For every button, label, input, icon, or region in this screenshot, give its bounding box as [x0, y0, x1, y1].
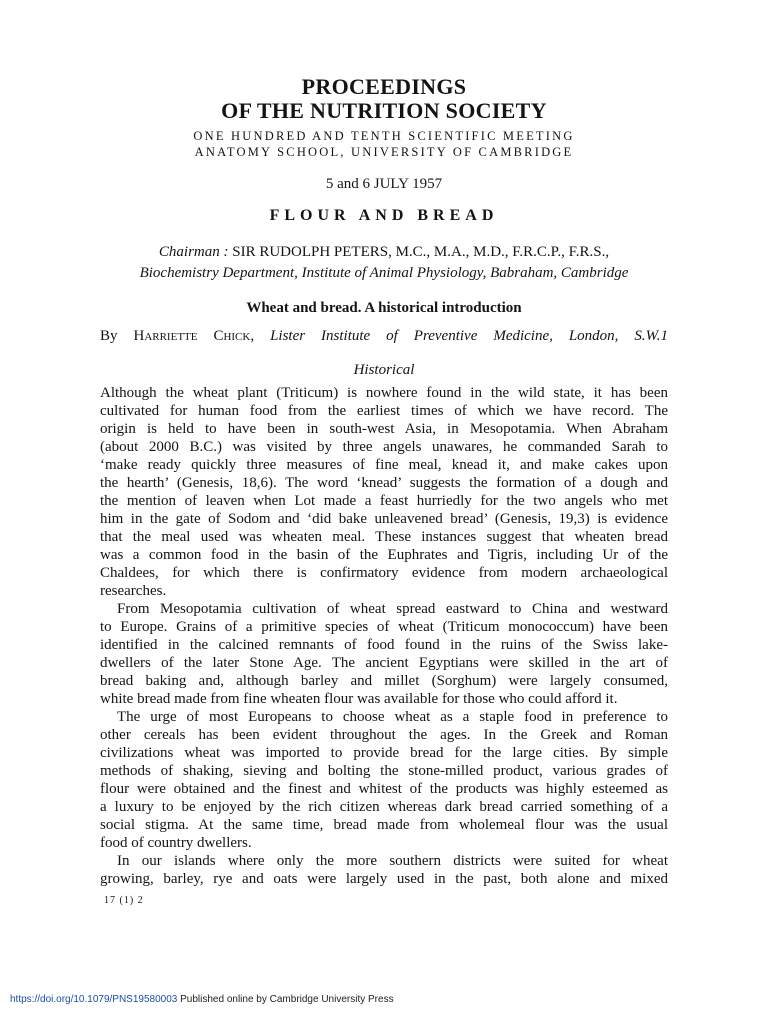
footer [10, 994, 394, 1005]
body-line: identified in the calcined remnants of food found in the ruins of the Swiss lake- [100, 637, 668, 653]
body-line: Although the wheat plant (Triticum) is nowhere found in the wild state, it has been [100, 385, 668, 401]
meeting-line-1: ONE HUNDRED AND TENTH SCIENTIFIC MEETING [193, 129, 575, 143]
body-line: that the meal used was wheaten meal. These instances suggest that wheaten bread [100, 529, 668, 545]
byline: By Harriette Chick, Lister Institute of Preventive Medicine, London, S.W.1 [100, 328, 669, 344]
article-body [100, 384, 668, 888]
journal-title-line-2: OF THE NUTRITION SOCIETY [221, 98, 547, 123]
section-heading: Historical [353, 362, 415, 378]
doi-link[interactable]: https://doi.org/10.1079/PNS19580003 [10, 994, 178, 1005]
meeting-date: 5 and 6 JULY 1957 [325, 176, 443, 192]
body-line: the hearth’ (Genesis, 18,6). The word ‘knead’ suggests the formation of a dough and [100, 475, 668, 491]
body-line: dwellers of the later Stone Age. The ancient Egyptians were skilled in the art of [100, 655, 668, 671]
body-line: the mention of leaven when Lot made a feast hurriedly for the two angels who met [100, 493, 668, 509]
body-line: origin is held to have been in south-west Asia, in Mesopotamia. When Abraham [100, 421, 668, 437]
author-affiliation: Lister Institute of Preventive Medicine, London, S.W.1 [270, 328, 669, 344]
body-line: growing, barley, rye and oats were largely used in the past, both alone and mixed [100, 871, 668, 887]
body-line: other cereals has been evident throughout the ages. In the Greek and Roman [100, 727, 668, 743]
body-line: white bread made from fine wheaten flour was available for those who could afford it. [100, 691, 618, 707]
meeting-topic: FLOUR AND BREAD [269, 207, 499, 224]
body-line: food of country dwellers. [100, 835, 252, 851]
body-line: (about 2000 B.C.) was visited by three angels unawares, he commanded Sarah to [100, 439, 668, 455]
body-line: ‘make ready quickly three measures of fine meal, knead it, and make cakes upon [100, 457, 668, 473]
meeting-info [0, 128, 768, 160]
published-note: Published online by Cambridge University Press [177, 994, 394, 1005]
body-line: cultivated for human food from the earliest times of which we have record. The [100, 403, 668, 419]
body-line: Chaldees, for which there is confirmatory evidence from modern archaeological [100, 565, 668, 581]
author-name: Harriette Chick [133, 328, 251, 344]
chairman-affiliation: Biochemistry Department, Institute of Animal Physiology, Babraham, Cambridge [139, 265, 629, 281]
body-line: to Europe. Grains of a primitive species of wheat (Triticum monococcum) have been [100, 619, 668, 635]
article-title: Wheat and bread. A historical introduction [246, 300, 522, 316]
meeting-line-2: ANATOMY SCHOOL, UNIVERSITY OF CAMBRIDGE [194, 145, 574, 159]
body-line: was a common food in the basin of the Euphrates and Tigris, including Ur of the [100, 547, 668, 563]
body-line: a luxury to be enjoyed by the rich citizen whereas dark bread carried something of a [100, 799, 668, 815]
body-line: flour were obtained and the finest and whitest of the products was highly esteemed as [100, 781, 668, 797]
body-line: From Mesopotamia cultivation of wheat spread eastward to China and westward [117, 601, 668, 617]
body-line: The urge of most Europeans to choose wheat as a staple food in preference to [117, 709, 668, 725]
body-line: In our islands where only the more southern districts were suited for wheat [117, 853, 668, 869]
body-line: methods of shaking, sieving and bolting the stone-milled product, various grades of [100, 763, 668, 779]
body-line: social stigma. At the same time, bread made from wholemeal flour was the usual [100, 817, 668, 833]
chairman-label: Chairman : [158, 244, 229, 260]
body-line: bread baking and, although barley and millet (Sorghum) were largely consumed, [100, 673, 668, 689]
chairman-name: SIR RUDOLPH PETERS, M.C., M.A., M.D., F.R.C.P., F.R.S., [232, 244, 610, 260]
journal-title [0, 75, 768, 123]
body-line: researches. [100, 583, 167, 599]
byline-by: By [100, 328, 118, 344]
folio-mark: 17 (1) 2 [104, 895, 144, 906]
body-line: him in the gate of Sodom and ‘did bake unleavened bread’ (Genesis, 19,3) is evidence [100, 511, 668, 527]
chairman-block [0, 242, 768, 284]
body-line: civilizations wheat was imported to provide bread for the large cities. By simple [100, 745, 668, 761]
journal-title-line-1: PROCEEDINGS [301, 74, 467, 99]
